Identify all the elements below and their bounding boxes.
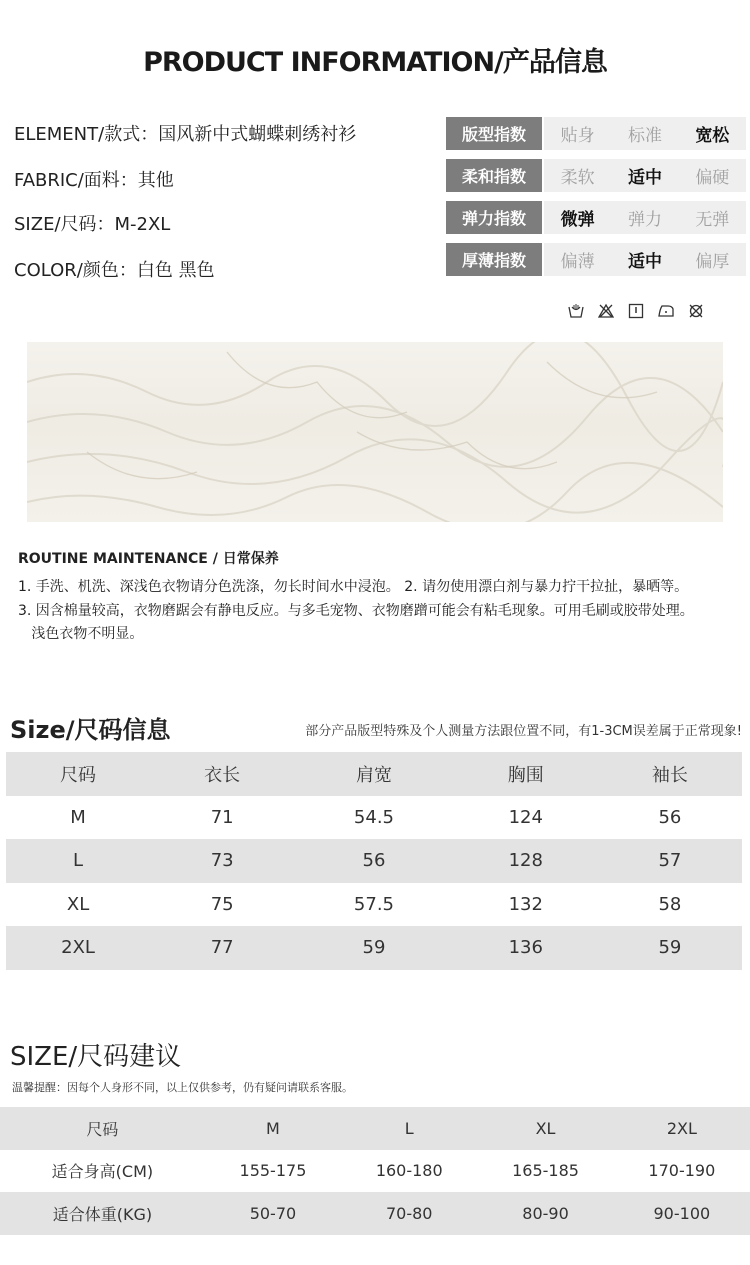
- table-cell: 80-90: [477, 1192, 613, 1235]
- table-row: [0, 1192, 750, 1235]
- size-info-note: 部分产品版型特殊及个人测量方法跟位置不同，有1-3CM误差属于正常现象!: [305, 724, 742, 739]
- table-cell: 132: [508, 893, 543, 915]
- index-label: 版型指数: [446, 117, 542, 150]
- table-cell: 165-185: [512, 1161, 579, 1181]
- table-header-cell: 尺码: [6, 752, 150, 796]
- table-header-row: [6, 752, 742, 796]
- table-cell: 2XL: [6, 926, 150, 970]
- table-header-cell: 2XL: [614, 1107, 750, 1150]
- maintenance-line: 1. 手洗、机洗、深浅色衣物请分色洗涤，勿长时间水中浸泡。 2. 请勿使用漂白剂与暴力拧干拉扯，暴晒等。: [18, 579, 689, 595]
- index-option: 标准: [627, 126, 662, 146]
- table-cell: 70-80: [341, 1192, 477, 1235]
- maintenance-line: 3. 因含棉量较高，衣物磨踞会有静电反应。与多毛宠物、衣物磨蹭可能会有粘毛现象。可用毛刷或胶带处理。: [18, 603, 694, 619]
- size-advice-table: [0, 1107, 750, 1235]
- no-dryclean-icon: [688, 303, 704, 319]
- index-option-selected: 适中: [627, 252, 662, 272]
- table-cell: 54.5: [353, 806, 394, 828]
- maintenance-heading: ROUTINE MAINTENANCE / 日常保养: [18, 551, 279, 567]
- index-option: 贴身: [560, 126, 595, 146]
- index-option: 偏薄: [560, 252, 595, 272]
- table-row: [6, 796, 742, 840]
- table-cell: 155-175: [239, 1161, 307, 1181]
- table-cell: 73: [150, 839, 294, 883]
- table-cell: 136: [454, 926, 598, 970]
- table-cell: 58: [658, 893, 682, 915]
- index-option-selected: 微弹: [560, 210, 595, 230]
- index-row-thickness: [446, 243, 746, 276]
- table-header-cell: XL: [477, 1107, 613, 1150]
- spec-size: SIZE/尺码：M-2XL: [14, 214, 171, 235]
- page-title: PRODUCT INFORMATION/产品信息: [143, 47, 607, 78]
- index-row-softness: [446, 159, 746, 192]
- table-cell: 160-180: [375, 1161, 443, 1181]
- index-label: 柔和指数: [446, 159, 542, 192]
- table-cell: 57.5: [353, 893, 394, 915]
- table-row: [0, 1150, 750, 1193]
- table-cell: 170-190: [648, 1161, 716, 1181]
- table-cell: 59: [294, 926, 454, 970]
- index-option-selected: 适中: [627, 168, 662, 188]
- iron-icon: [658, 303, 674, 319]
- table-cell: 77: [150, 926, 294, 970]
- tumble-dry-icon: [628, 303, 644, 319]
- table-cell: 56: [294, 839, 454, 883]
- size-info-title: Size/尺码信息: [10, 716, 171, 744]
- index-option: 弹力: [627, 210, 662, 230]
- care-icons: [568, 303, 704, 319]
- size-advice-note: 温馨提醒：因每个人身形不同，以上仅供参考，仍有疑问请联系客服。: [12, 1081, 353, 1094]
- no-bleach-icon: [598, 303, 614, 319]
- table-cell: 128: [454, 839, 598, 883]
- table-header-cell: L: [341, 1107, 477, 1150]
- table-cell: XL: [66, 893, 90, 915]
- table-cell: 90-100: [614, 1192, 750, 1235]
- table-cell: 56: [658, 806, 682, 828]
- maintenance-line: 浅色衣物不明显。: [18, 626, 144, 642]
- table-cell: 适合身高(CM): [51, 1162, 154, 1182]
- table-cell: 50-70: [205, 1192, 341, 1235]
- size-advice-title: SIZE/尺码建议: [10, 1042, 182, 1072]
- index-option: 柔软: [560, 168, 595, 188]
- table-header-cell: 胸围: [454, 752, 598, 796]
- index-label: 厚薄指数: [446, 243, 542, 276]
- table-header-row: [0, 1107, 750, 1150]
- index-option: 偏硬: [695, 168, 730, 188]
- table-header-cell: 肩宽: [294, 752, 454, 796]
- table-row: [6, 839, 742, 883]
- index-option: 无弹: [695, 210, 730, 230]
- index-option: 偏厚: [695, 252, 730, 272]
- table-cell: 75: [210, 893, 234, 915]
- table-cell: M: [70, 806, 86, 828]
- index-row-elasticity: [446, 201, 746, 234]
- index-row-fit: [446, 117, 746, 150]
- index-option-selected: 宽松: [695, 126, 730, 146]
- fabric-detail-image: [27, 342, 723, 522]
- table-cell: 适合体重(KG): [0, 1192, 205, 1235]
- spec-color: COLOR/颜色：白色 黑色: [14, 260, 215, 281]
- spec-fabric: FABRIC/面料：其他: [14, 170, 174, 191]
- table-header-cell: M: [205, 1107, 341, 1150]
- table-cell: 124: [508, 806, 543, 828]
- table-row: [6, 883, 742, 927]
- table-cell: 71: [210, 806, 234, 828]
- spec-element: ELEMENT/款式：国风新中式蝴蝶刺绣衬衫: [14, 124, 357, 145]
- size-info-table: [6, 752, 742, 970]
- table-cell: 57: [598, 839, 742, 883]
- table-header-cell: 袖长: [598, 752, 742, 796]
- table-cell: L: [6, 839, 150, 883]
- table-header-cell: 尺码: [0, 1107, 205, 1150]
- hand-wash-icon: [568, 303, 584, 319]
- table-header-cell: 衣长: [150, 752, 294, 796]
- table-row: [6, 926, 742, 970]
- table-cell: 59: [598, 926, 742, 970]
- index-label: 弹力指数: [446, 201, 542, 234]
